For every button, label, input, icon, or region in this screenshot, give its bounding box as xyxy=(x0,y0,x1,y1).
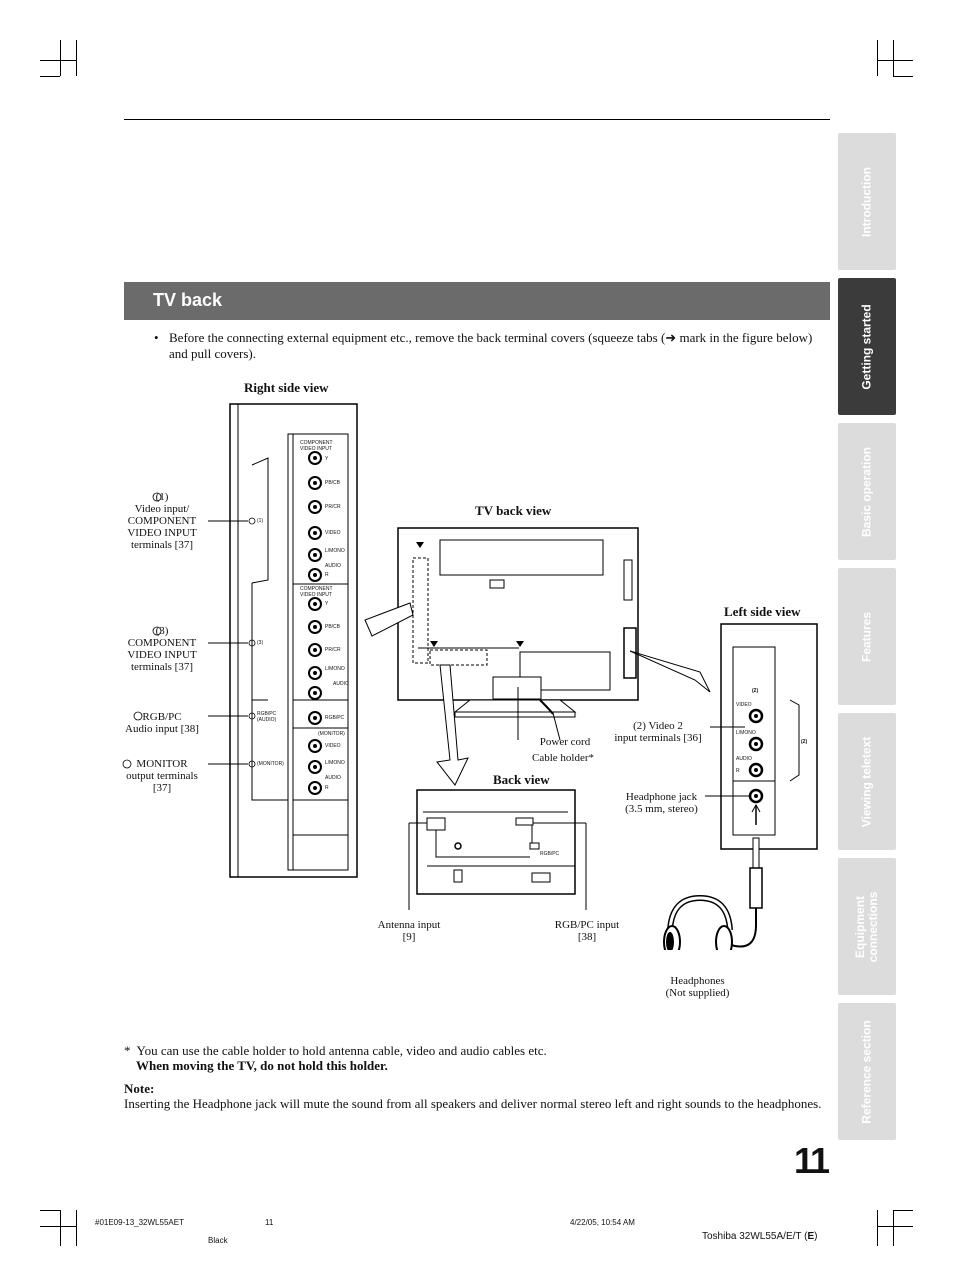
footnote-line1: * You can use the cable holder to hold antenna cable, video and audio cables etc. xyxy=(124,1043,547,1058)
crop-mark xyxy=(40,60,76,61)
crop-mark xyxy=(877,1226,913,1227)
panel-label-video-1: VIDEO xyxy=(325,530,341,536)
crop-mark xyxy=(877,60,913,61)
panel-label-monitor-box: (MONITOR) xyxy=(318,731,345,737)
back-view-rgbpc-tag: RGB/PC xyxy=(540,851,560,857)
panel-label-prcr-3: PR/CR xyxy=(325,647,341,653)
crop-mark xyxy=(76,1210,77,1246)
tab-equipment-connections[interactable]: Equipment connections xyxy=(838,858,896,995)
footer-page: 11 xyxy=(265,1218,274,1227)
footer-file: #01E09-13_32WL55AET xyxy=(95,1218,184,1227)
callout-power-cord: Power cord xyxy=(539,736,591,748)
left-panel-label-n2: (2) xyxy=(752,688,759,694)
footnote-line2: When moving the TV, do not hold this holder. xyxy=(136,1058,388,1073)
top-rule xyxy=(124,119,830,120)
crop-mark xyxy=(893,1210,894,1246)
panel-label-r-1: R xyxy=(325,572,329,578)
left-panel-label-r: R xyxy=(736,768,740,774)
crop-mark xyxy=(877,1210,878,1246)
panel-label-y-1: Y xyxy=(325,456,329,462)
panel-label-prcr-1: PR/CR xyxy=(325,504,341,510)
footer-model-letter: E xyxy=(807,1231,815,1242)
footer-timestamp: 4/22/05, 10:54 AM xyxy=(570,1218,635,1227)
footer-model-suffix: ) xyxy=(814,1231,818,1242)
panel-label-r-m: R xyxy=(325,785,329,791)
back-view-diagram xyxy=(400,785,600,915)
back-view-label: Back view xyxy=(493,772,550,787)
callout-rgbpc-audio: RGB/PC Audio input [38] xyxy=(125,711,199,735)
right-side-view-label: Right side view xyxy=(244,380,329,395)
panel-label-rgbpc-audio: RGB/PC (AUDIO) xyxy=(257,711,277,723)
panel-label-rgbpc: RGB/PC xyxy=(325,715,345,721)
crop-mark xyxy=(40,76,60,77)
left-side-view-diagram xyxy=(640,620,825,950)
tab-getting-started[interactable]: Getting started xyxy=(838,278,896,415)
footer-color: Black xyxy=(208,1236,228,1245)
panel-label-pbcb-3: PB/CB xyxy=(325,624,341,630)
callout-antenna-input: Antenna input [9] xyxy=(377,919,441,943)
bullet-marker: • xyxy=(154,330,159,345)
tab-viewing-teletext[interactable]: Viewing teletext xyxy=(838,713,896,850)
callout-component-3: (3) COMPONENT VIDEO INPUT terminals [37] xyxy=(127,625,197,673)
crop-mark xyxy=(76,40,77,76)
footer-model-prefix: Toshiba 32WL55A/E/T ( xyxy=(702,1231,808,1242)
right-side-view-diagram xyxy=(120,400,365,880)
panel-label-lmono-m: L/MONO xyxy=(325,760,345,766)
note-body: Inserting the Headphone jack will mute the sound from all speakers and deliver normal stereo left and right sounds to the headphones. xyxy=(124,1096,822,1111)
panel-label-monitor: (MONITOR) xyxy=(257,761,284,767)
page-number: 11 xyxy=(794,1140,829,1181)
callout-video2: (2) Video 2 input terminals [36] xyxy=(614,720,702,744)
panel-label-y-3: Y xyxy=(325,601,329,607)
callout-cable-holder: Cable holder* xyxy=(531,752,594,764)
crop-mark xyxy=(60,1210,61,1246)
crop-mark xyxy=(893,40,894,76)
left-panel-label-lmono: L/MONO xyxy=(736,730,756,736)
tab-introduction[interactable]: Introduction xyxy=(838,133,896,270)
callout-headphones: Headphones (Not supplied) xyxy=(665,975,730,999)
crop-mark xyxy=(60,40,61,76)
intro-bullet: Before the connecting external equipment etc., remove the back terminal covers (squeeze tabs (➜ mark in the figure below) and pull covers). xyxy=(169,330,813,361)
callout-headphone-jack: Headphone jack (3.5 mm, stereo) xyxy=(625,791,698,815)
panel-label-pbcb-1: PB/CB xyxy=(325,480,341,486)
left-panel-label-video: VIDEO xyxy=(736,702,752,708)
crop-mark xyxy=(893,1210,913,1211)
crop-mark xyxy=(40,1226,76,1227)
panel-label-component-3: COMPONENT VIDEO INPUT xyxy=(300,586,333,598)
tab-features[interactable]: Features xyxy=(838,568,896,705)
panel-label-audio-3: AUDIO xyxy=(333,681,349,687)
panel-label-n1: (1) xyxy=(257,518,264,524)
callout-rgbpc-input: RGB/PC input [38] xyxy=(554,919,620,943)
tab-basic-operation[interactable]: Basic operation xyxy=(838,423,896,560)
left-side-view-label: Left side view xyxy=(724,604,801,619)
panel-label-component-1: COMPONENT VIDEO INPUT xyxy=(300,440,333,452)
crop-mark xyxy=(877,40,878,76)
left-panel-label-n2-bracket: (2) xyxy=(801,739,808,745)
crop-mark xyxy=(893,76,913,77)
panel-label-n3: (3) xyxy=(257,640,264,646)
section-title: TV back xyxy=(153,290,223,310)
footer-model xyxy=(702,1231,817,1242)
panel-label-video-m: VIDEO xyxy=(325,743,341,749)
panel-label-lmono-1: L/MONO xyxy=(325,548,345,554)
callout-monitor: MONITOR output terminals [37] xyxy=(126,758,198,794)
crop-mark xyxy=(40,1210,60,1211)
panel-label-audio-1: AUDIO xyxy=(325,563,341,569)
callout-video-input-1: (1) Video input/ COMPONENT VIDEO INPUT terminals [37] xyxy=(127,491,197,551)
tab-reference-section[interactable]: Reference section xyxy=(838,1003,896,1140)
note-heading: Note: xyxy=(124,1081,155,1096)
panel-label-lmono-3: L/MONO xyxy=(325,666,345,672)
section-header xyxy=(124,282,830,320)
panel-label-audio-m: AUDIO xyxy=(325,775,341,781)
tv-back-view-label: TV back view xyxy=(475,503,552,518)
left-panel-label-audio: AUDIO xyxy=(736,756,752,762)
